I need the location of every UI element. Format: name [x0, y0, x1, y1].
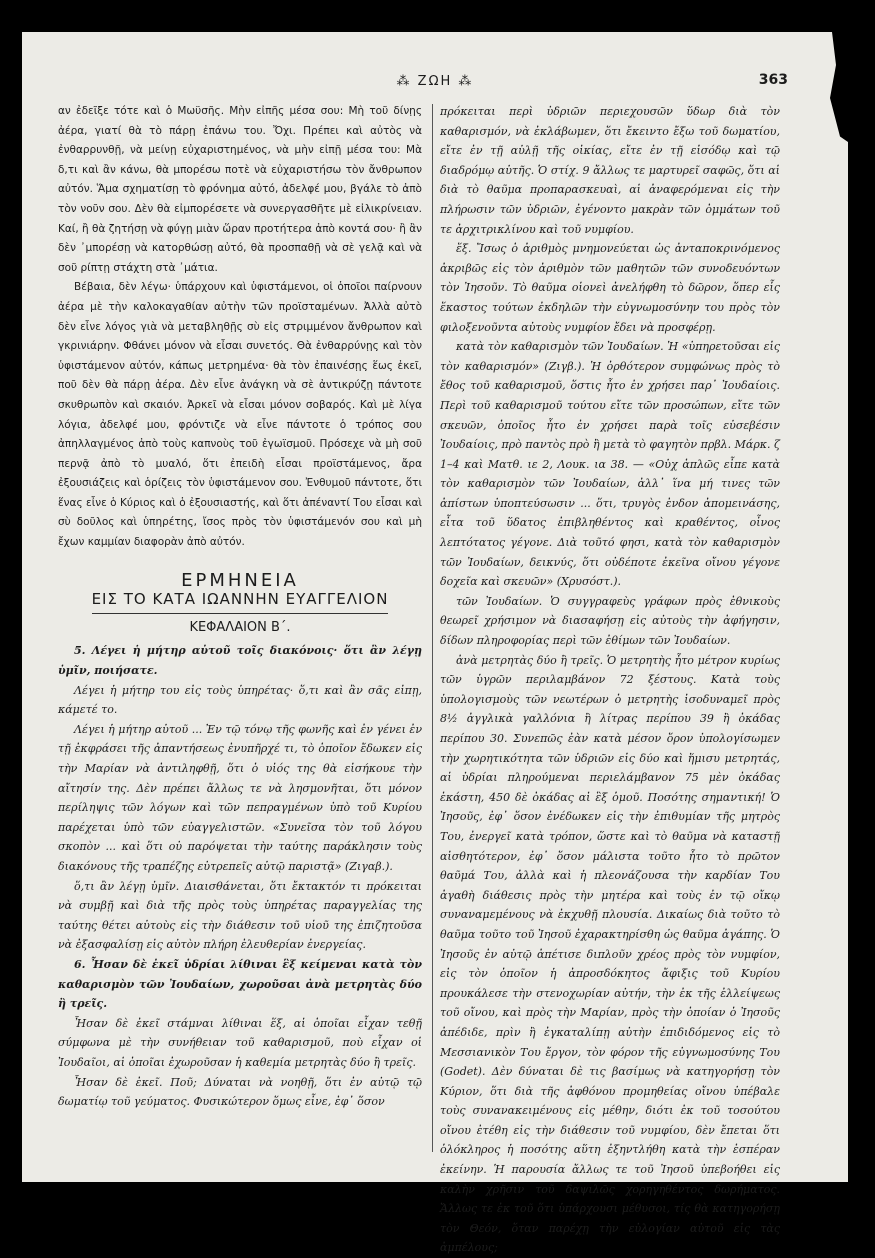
chapter-label: ΚΕΦΑΛΑΙΟΝ Β΄.	[189, 619, 291, 635]
paragraph: κατὰ τὸν καθαρισμὸν τῶν Ἰουδαίων. Ἡ «ὑπηρετοῦσαι εἰς τὸν καθαρισμόν» (Ζιγβ.). Ἡ ὀρθότερον συμφώνως πρὸς τὸ ἔθος τοῦ καθαρισμοῦ, ὅστις ἦτο ἐν χρήσει παρ᾽ Ἰουδαίοις. Περὶ τοῦ καθαρισμοῦ τούτου εἴτε τῶν προσώπων, εἴτε τῶν σκευῶν, ὁποῖος ἦτο ἐν χρήσει παρὰ τοῖς εὐσεβέσιν Ἰουδαίοις, πρὸ παντὸς πρὸ ἢ μετὰ τὸ φαγητὸν πρβλ. Μάρκ. ζ 1–4 καὶ Ματθ. ιε 2, Λουκ. ια 38. — «Οὐχ ἁπλῶς εἶπε κατὰ τὸν καθαρισμὸν τῶν Ἰουδαίων, ἀλλ᾽ ἵνα μή τινες τῶν ἀπίστων ὑποπτεύσωσιν ... ὅτι, τρυγὸς ἐνδον ἀπομεινάσης, εἶτα τοῦ ὕδατος ἐπιβληθέντος καὶ κραθέντος, οἶνος λεπτότατος γέγονε. Διὰ τοῦτό φησι, κατὰ τὸν καθαρισμὸν τῶν Ἰουδαίων, δεικνύς, ὅτι οὐδέποτε ἐκεῖνα οἴνου γέγονε δοχεῖα καὶ σκευῶν» (Χρυσόστ.).	[440, 340, 780, 589]
paragraph: πρόκειται περὶ ὑδριῶν περιεχουσῶν ὕδωρ διὰ τὸν καθαρισμόν, νὰ ἐκλάβωμεν, ὅτι ἔκειντο ἔξω τοῦ δωματίου, εἴτε ἐν τῇ αὐλῇ τῆς οἰκίας, εἴτε ἐν τῇ εἰσόδῳ καὶ τῷ διαδρόμῳ αὐτῆς. Ὁ στίχ. 9 ἄλλως τε μαρτυρεῖ σαφῶς, ὅτι αἱ διὰ τὸ θαῦμα προπαρασκευαὶ, αἱ ἀναφερόμεναι εἰς τὴν πλήρωσιν τῶν ὑδριῶν, ἐγένοντο μακρὰν τῶν ὀμμάτων τοῦ τε ἀρχιτρικλίνου καὶ τοῦ νυμφίου.	[440, 105, 780, 236]
left-column	[58, 102, 422, 1152]
page-number: 363	[758, 72, 788, 88]
running-title: ⁂ ΖΩΗ ⁂	[396, 74, 474, 89]
paragraph: Ἦσαν δὲ ἐκεῖ. Ποῦ; Δύναται νὰ νοηθῇ, ὅτι ἐν αὐτῷ τῷ δωματίῳ τοῦ γεύματος. Φυσικώτερον ὅμως εἶνε, ἐφ᾽ ὅσον	[58, 1075, 422, 1109]
verse-paraphrase: Λέγει ἡ μήτηρ του εἰς τοὺς ὑπηρέτας· ὅ,τι καὶ ἂν σᾶς εἰπῃ, κάμετέ το.	[58, 683, 422, 717]
paragraph: ἀνὰ μετρητὰς δύο ἢ τρεῖς. Ὁ μετρητὴς ἦτο μέτρον κυρίως τῶν ὑγρῶν περιλαμβάνον 72 ξέστους. Κατὰ τοὺς ὑπολογισμοὺς τῶν νεωτέρων ὁ μετρητὴς ἰσοδυναμεῖ πρὸς 8½ ἀγγλικὰ γαλλόνια ἢ λίτρας περίπου 39 ἢ ὀκάδας περίπου 30. Συνεπῶς ἐὰν κατὰ μέσον ὅρον ὑπολογίσωμεν τὴν χωρητικότητα τῶν ὑδριῶν εἰς δύο καὶ ἥμισυ μετρητάς, αἱ ὑδρίαι πληρούμεναι περιελάμβανον 75 μὲν ὀκάδας ἑκάστη, 450 δὲ ὀκάδας αἱ ἓξ ὁμοῦ. Ποσότης σημαντική! Ὁ Ἰησοῦς, ἐφ᾽ ὅσον ἐνέδωκεν εἰς τὴν ἐπιθυμίαν τῆς μητρὸς Του, ἐνεργεῖ κατὰ τρόπον, ὥστε καὶ τὸ θαῦμα νὰ καταστῇ αἰσθητότερον, ἐφ᾽ ὅσον μάλιστα τοῦτο ἦτο τὸ πρῶτον θαῦμά Του, ἀλλὰ καὶ ἡ πλεονάζουσα τὴν καρδίαν Του ἀγαθὴ διάθεσις πρὸς τὴν μητέρα καὶ τοὺς ἐν τῷ οἴκῳ συναναμεμένους νὰ ἐκχυθῇ πλουσία. Δικαίως διὰ τοῦτο τὸ θαῦμα τοῦτο τοῦ Ἰησοῦ ἐχαρακτηρίσθη ὡς θαῦμα ἀγάπης. Ὁ Ἰησοῦς ἐν αὐτῷ ἀπέτισε διπλοῦν χρέος πρὸς τὸν νυμφίον, εἰς τὸν ὁποῖον ἡ ἀπροσδόκητος ἄφιξις τοῦ Κυρίου προυκάλεσε τὴν στενοχωρίαν αὐτήν, τὴν ἐκ τῆς ἐλλείψεως τοῦ οἴνου, καὶ πρὸς τὴν Μαρίαν, πρὸς τὴν ὁποίαν ὁ Ἰησοῦς ἀπέδιδε, πρὶν ἢ ἐγκαταλίπῃ αὐτὴν ἐπιδιδόμενος εἰς τὸ Μεσσιανικὸν Του ἔργον, τὸν φόρον τῆς εὐγνωμοσύνης Του (Godet). Δὲν δύναται δὲ τις βασίμως νὰ κατηγορήσῃ τὸν Κύριον, ὅτι διὰ τῆς ἀφθόνου προμηθείας οἴνου ὑπέβαλε τοὺς συνανακειμένους εἰς μέθην, διότι ἐκ τοῦ τοσούτου οἴνου ἐτέθη εἰς τὴν διάθεσιν τοῦ νυμφίου, δὲν ἔπεται ὅτι ὁλόκληρος ἡ ποσότης αὕτη ἐξηντλήθη κατὰ τὴν ἑσπέραν ἐκείνην. Ἡ παρουσία ἄλλως τε τοῦ Ἰησοῦ ὑπεβοήθει εἰς καλὴν χρῆσιν τοῦ δαψιλῶς χορηγηθέντος δωρήματος. Ἄλλως τε ἐκ τοῦ ὅτι ὑπάρχουσι μέθυσοι, τίς θὰ κατηγορήσῃ τὸν Θεόν, ὅταν παρέχῃ τὴν εὐλογίαν αὐτοῦ εἰς τὰς ἀμπέλους;	[440, 653, 780, 1255]
verse-text: 6. Ἦσαν δὲ ἐκεῖ ὑδρίαι λίθιναι ἓξ κείμεναι κατὰ τὸν καθαρισμὸν τῶν Ἰουδαίων, χωροῦσαι ἀνὰ μετρητὰς δύο ἢ τρεῖς.	[58, 957, 422, 1011]
section-heading	[58, 571, 422, 638]
verse-text: 5. Λέγει ἡ μήτηρ αὐτοῦ τοῖς διακόνοις· ὅτι ἂν λέγῃ ὑμῖν, ποιήσατε.	[58, 644, 422, 678]
section-title: ΕΡΜΗΝΕΙΑ	[181, 569, 299, 591]
paragraph: Λέγει ἡ μήτηρ αὐτοῦ ... Ἐν τῷ τόνῳ τῆς φωνῆς καὶ ἐν γένει ἐν τῇ ἐκφράσει τῆς ἀπαντήσεως ἐνυπῆρχέ τι, τὸ ὁποῖον ἔδωκεν εἰς τὴν Μαρίαν νὰ ἀντιληφθῇ, ὅτι ὁ υἱός της θὰ εἰσήκουε τὴν αἴτησίν της. Δὲν πρέπει ἄλλως τε νὰ λησμονῆται, ὅτι μόνον περίληψις τῶν λόγων καὶ τῶν πεπραγμένων ὑπὸ τοῦ Κυρίου παρέχεται ὑπὸ τῶν εὐαγγελιστῶν. «Συνεῖσα τὸν τοῦ λόγου σκοπὸν ... καὶ ὅτι οὐ παρόψεται τὴν ταύτης παράκλησιν τοὺς διακόνους τῆς τραπέζης εὐτρεπεῖς αὐτῷ παριστᾷ» (Ζιγαβ.).	[58, 722, 422, 873]
paragraph: τῶν Ἰουδαίων. Ὁ συγγραφεὺς γράφων πρὸς ἐθνικοὺς θεωρεῖ χρήσιμον νὰ διασαφήσῃ εἰς αὐτοὺς τὴν ἀφήγησιν, δίδων πληροφορίας περὶ τῶν ἐθίμων τῶν Ἰουδαίων.	[440, 594, 780, 648]
section-subtitle: ΕΙΣ ΤΟ ΚΑΤΑ ΙΩΑΝΝΗΝ ΕΥΑΓΓΕΛΙΟΝ	[92, 590, 389, 614]
verse-paraphrase: Ἦσαν δὲ ἐκεῖ στάμναι λίθιναι ἕξ, αἱ ὁποῖαι εἶχαν τεθῇ σύμφωνα μὲ τὴν συνήθειαν τοῦ καθαρισμοῦ, ποὺ εἶχαν οἱ Ἰουδαῖοι, αἱ ὁποῖαι ἐχωροῦσαν ἡ καθεμία μετρητὰς δύο ἢ τρεῖς.	[58, 1016, 422, 1069]
paragraph: Βέβαια, δὲν λέγω· ὑπάρχουν καὶ ὑφιστάμενοι, οἱ ὁποῖοι παίρνουν ἀέρα μὲ τὴν καλοκαγαθίαν αὐτὴν τῶν προϊσταμένων. Ἀλλὰ αὐτὸ δὲν εἶνε λόγος γιὰ νὰ μεταβληθῇς σὺ εἰς στριμμένον ἄνθρωπον καὶ γκρινιάρην. Φθάνει μόνον νὰ εἶσαι συνετός. Θὰ ἐνθαρρύνῃς καὶ τὸν ὑφιστάμενον αὐτόν, κάπως μετρημένα· θὰ τὸν ἐπαινέσῃς ἕως ἐκεῖ, ποῦ δὲν θὰ πάρῃ ἀέρα. Δὲν εἶνε ἀνάγκη νὰ σὲ ἀντικρύζῃ πάντοτε σκυθρωπὸν καὶ σκαιόν. Ἀρκεῖ νὰ εἶσαι μόνον σοβαρός. Καὶ μὲ λίγα λόγια, ἀδελφέ μου, φρόντιζε νὰ εἶνε πάντοτε ὁ τρόπος σου ἀπηλλαγμένος ἀπὸ τοὺς καπνοὺς τοῦ ἐγωϊσμοῦ. Πρόσεχε νὰ μὴ σοῦ περνᾷ ἀπὸ τὸ μυαλό, ὅτι ἐπειδὴ εἶσαι προϊστάμενος, ἄρα ἐξουσιάζεις καὶ ὁρίζεις τὸν ὑφιστάμενον σου. Ἐνθυμοῦ πάντοτε, ὅτι ἕνας εἶνε ὁ Κύριος καὶ ὁ ἐξουσιαστής, καὶ ὅτι ἀπέναντί Του εἶσαι καὶ σὺ δοῦλος καὶ ὑπηρέτης, ἴσος πρὸς τὸν ὑφιστάμενόν σου καὶ μὴ ἔχων καμμίαν διαφορὰν ἀπὸ αὐτόν.	[58, 281, 422, 549]
sermon-text	[58, 102, 422, 553]
column-divider	[432, 104, 433, 1152]
right-column	[440, 102, 780, 1255]
page-header	[22, 72, 848, 96]
paragraph: αν ἐδεῖξε τότε καὶ ὁ Μωϋσῆς. Μὴν εἰπῆς μέσα σου: Μὴ τοῦ δίνῃς ἀέρα, γιατί θὰ τὸ πάρῃ ἐπάνω του. Ὄχι. Πρέπει καὶ αὐτὸς νὰ ἐνθαρρυνθῇ, νὰ μείνῃ εὐχαριστημένος, νὰ μὴν εἰπῇ μέσα του: Μὰ δ,τι καὶ ἂν κάνω, θὰ μπορέσω ποτὲ νὰ εὐχαριστήσω τὸν ἄνθρωπον αὐτόν. Ἅμα σχηματίσῃ τὸ φρόνημα αὐτό, ἀδελφέ μου, βγάλε τὸ ἀπὸ τὸν νοῦν σου. Δὲν θὰ εἰμπορέσετε νὰ συνεργασθῆτε μὲ εἰλικρίνειαν. Καί, ἢ θὰ ζητήσῃ νὰ φύγῃ μιὰν ὥραν προτήτερα ἀπὸ κοντά σου· ἢ ἂν δὲν ᾽μπορέσῃ νὰ κατορθώσῃ αὐτό, θὰ προσπαθῇ νὰ σὲ γελᾷ καὶ νὰ σοῦ ρίπτῃ στάχτη στὰ ᾽μάτια.	[58, 105, 422, 274]
commentary-text	[58, 641, 422, 1111]
paragraph: ὅ,τι ἂν λέγῃ ὑμῖν. Διαισθάνεται, ὅτι ἔκτακτόν τι πρόκειται νὰ συμβῇ καὶ διὰ τῆς πρὸς τοὺς ὑπηρέτας παραγγελίας της ταύτης θέτει αὐτοὺς εἰς τὴν διάθεσιν τοῦ υἱοῦ της ἐπιζητοῦσα νὰ ἐξασφαλίσῃ εἰς αὐτὸν πλήρη ἐλευθερίαν ἐνεργείας.	[58, 879, 422, 952]
newspaper-page	[22, 32, 848, 1255]
paragraph: ἕξ. Ἴσως ὁ ἀριθμὸς μνημονεύεται ὡς ἀνταποκρινόμενος ἀκριβῶς εἰς τὸν ἀριθμὸν τῶν μαθητῶν τῶν συνοδευόντων τὸν Ἰησοῦν. Τὸ θαῦμα οἱονεὶ ἀνελήφθη τὸ δῶρον, ὅπερ εἷς ἕκαστος τούτων ἐκδηλῶν τὴν εὐγνωμοσύνην του πρὸς τὸν φιλοξενοῦντα αὐτοὺς νυμφίον ἔδει νὰ προσφέρῃ.	[440, 242, 780, 334]
